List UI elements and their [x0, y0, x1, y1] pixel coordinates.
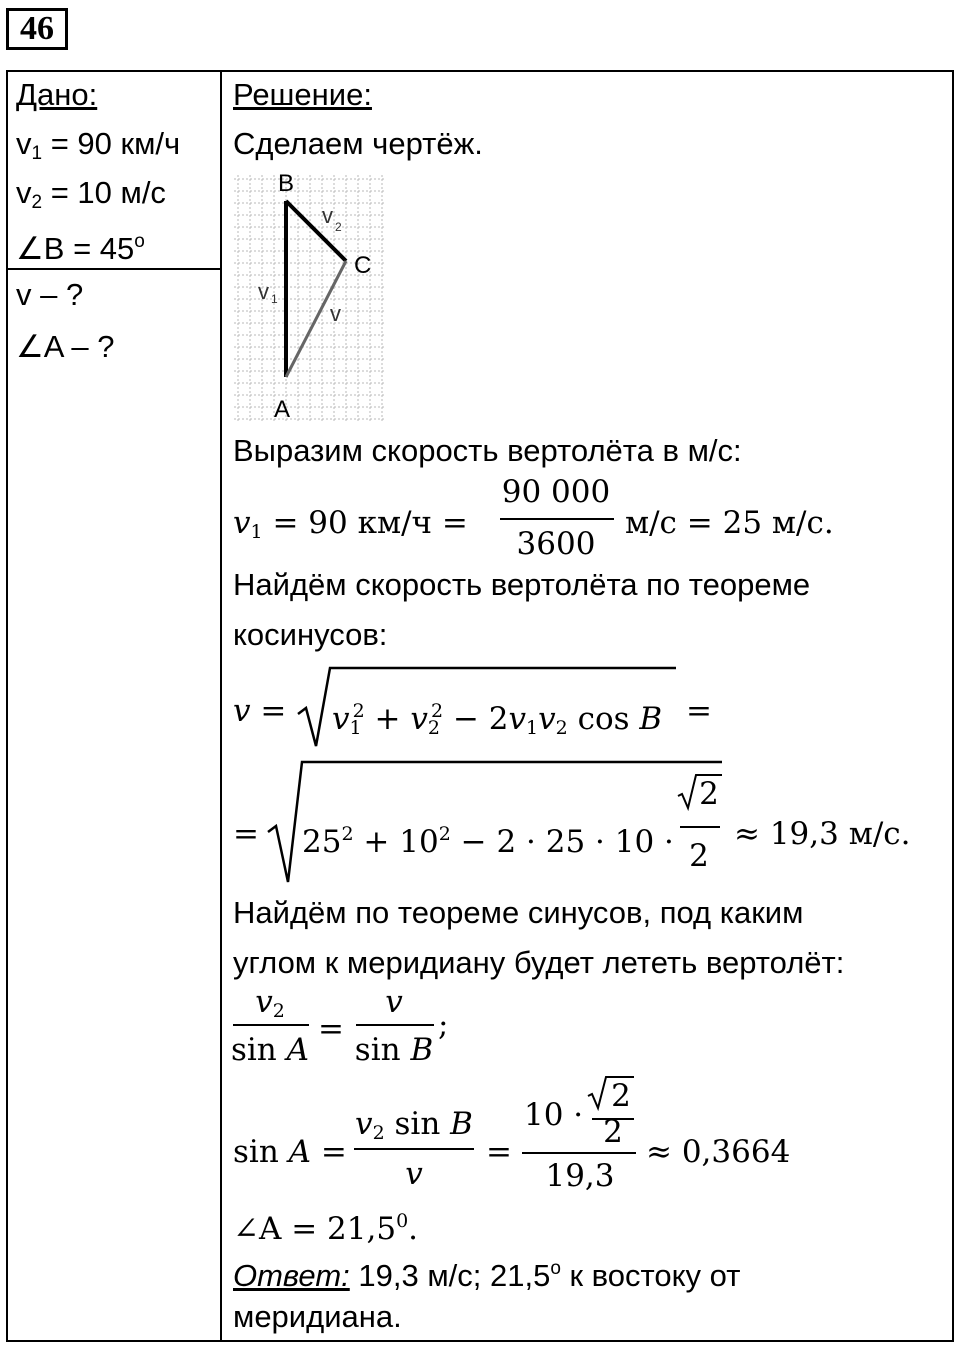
label-v2-sub: 2 [335, 220, 342, 234]
find-angle-a: ∠A – ? [16, 329, 115, 364]
convert-rhs: м/с = 25 м/с. [625, 505, 834, 541]
sinA-bar [354, 1148, 474, 1150]
sinA-lhs: sin A = [233, 1134, 347, 1170]
convert-lhs: $v_1 = 90$ км/ч = [233, 505, 468, 543]
sine-law-bar-2 [356, 1024, 434, 1026]
cos-formula-radicand: $v_1^2 + v_2^2 - 2v_1v_2$ cos B [332, 700, 663, 739]
sinA-ten: 10 · [524, 1097, 584, 1133]
label-v: v [330, 301, 341, 326]
given-v1: $v_1 = 90$ км/ч [16, 126, 181, 164]
cosine-text-line2: косинусов: [233, 617, 388, 652]
sinA-inner-denominator: 2 [603, 1114, 623, 1150]
angle-result: ∠A = $21,5^0$. [233, 1210, 419, 1247]
calc-fraction-bar [680, 826, 720, 828]
sine-text-line1: Найдём по теореме синусов, под каким [233, 895, 804, 930]
calc-sqrt2: 2 [699, 776, 719, 812]
sinA-result: ≈ 0,3664 [646, 1134, 791, 1170]
sine-law-denominator-1: sin A [230, 1032, 310, 1068]
label-c: C [354, 252, 372, 279]
given-angle-b: ∠B = $45^o$ [16, 231, 145, 266]
convert-text: Выразим скорость вертолёта в м/с: [233, 433, 742, 468]
answer-line2: меридиана. [233, 1299, 402, 1334]
sine-law-numerator-1: $v_2$ [255, 984, 285, 1022]
answer-label: Ответ: [233, 1258, 350, 1293]
sine-law-numerator-2: v [385, 984, 403, 1020]
sine-text-line2: углом к меридиану будет лететь вертолёт: [233, 945, 845, 980]
convert-fraction-bar [500, 518, 614, 520]
calc-result: ≈ 19,3 м/с. [734, 816, 911, 852]
sine-law-bar-1 [233, 1024, 309, 1026]
label-b: B [278, 170, 295, 197]
sinA-equals: = [486, 1134, 512, 1170]
label-v1: v [258, 279, 269, 304]
sine-law-denominator-2: sin B [354, 1032, 434, 1068]
answer-line1: Ответ: 19,3 м/с; 21,5$^o$ к востоку от [233, 1258, 741, 1293]
calc-denominator: 2 [689, 838, 709, 874]
given-header: Дано: [16, 77, 98, 112]
problem-number: 46 [6, 8, 68, 50]
sinA-main-denominator: 19,3 [545, 1158, 615, 1194]
figure-grid [234, 175, 386, 423]
find-v: v – ? [16, 277, 84, 312]
cosine-text-line1: Найдём скорость вертолёта по теореме [233, 567, 811, 602]
cos-formula: v = [233, 693, 287, 729]
convert-numerator: 90 000 [501, 474, 611, 510]
column-divider [220, 70, 222, 1342]
velocity-triangle-figure [230, 165, 390, 425]
sinA-numerator: $v_2$ sin B [355, 1106, 473, 1144]
given-v2: $v_2 = 10$ м/с [16, 175, 166, 213]
sinA-denominator: v [405, 1156, 423, 1192]
sinA-sqrt2: 2 [611, 1078, 631, 1114]
drawing-intro: Сделаем чертёж. [233, 126, 483, 161]
convert-denominator: 3600 [516, 526, 596, 562]
sine-law-equals: = [318, 1011, 344, 1047]
given-divider [6, 268, 222, 270]
sine-law-semicolon: ; [438, 1007, 449, 1043]
calc-equals: = [233, 816, 259, 852]
label-a: A [274, 396, 291, 423]
cos-formula-equals: = [686, 693, 712, 729]
calc-expression: $25^2 + 10^2 - 2 \cdot 25 \cdot 10$ · [302, 823, 674, 860]
label-v2: v [322, 203, 333, 228]
sinA-main-bar [522, 1152, 636, 1154]
label-v1-sub: 1 [271, 292, 278, 306]
solution-header: Решение: [233, 77, 372, 112]
